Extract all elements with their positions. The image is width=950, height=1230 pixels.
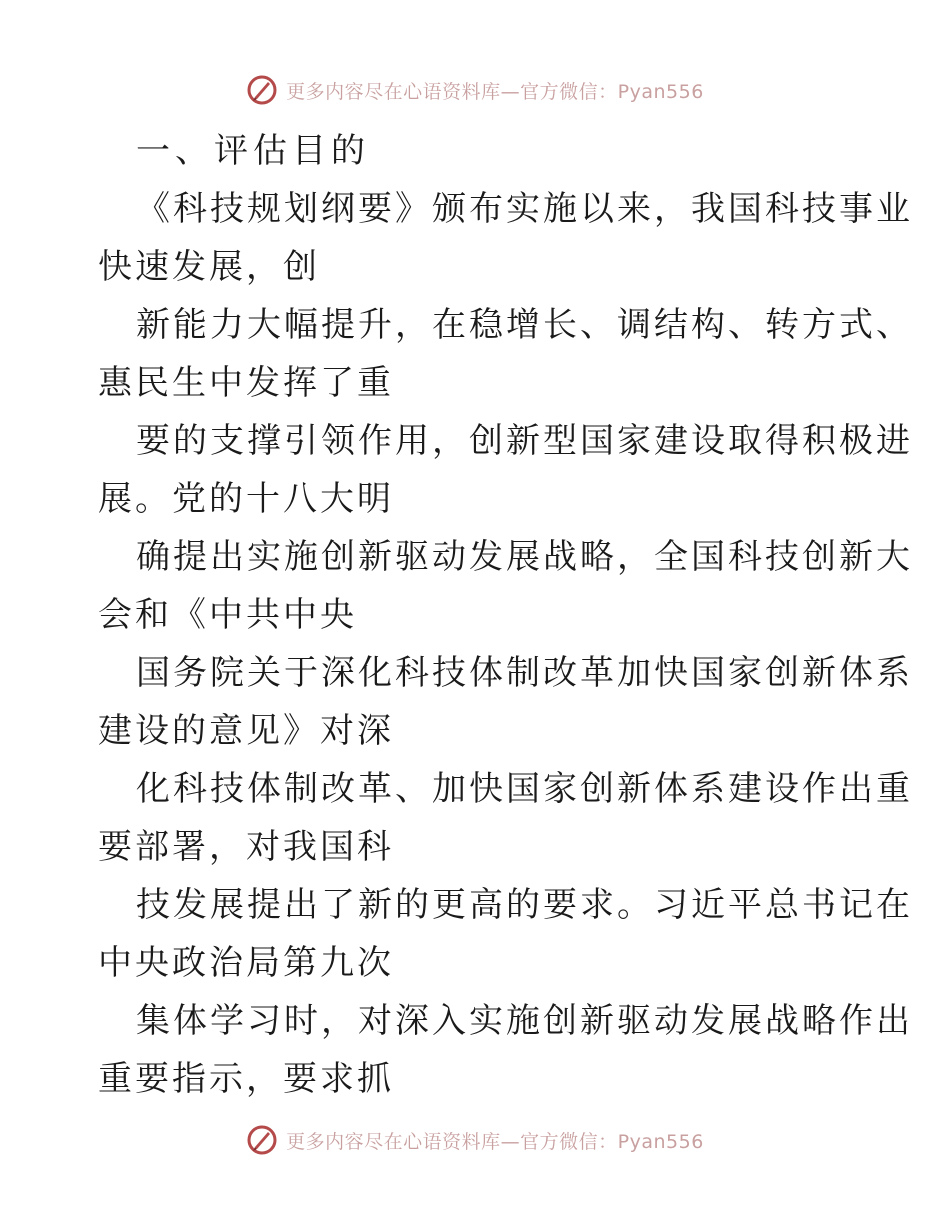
line-continuation: 重要指示，要求抓	[98, 1059, 394, 1099]
paragraph-line	[98, 412, 913, 528]
watermark-text: 更多内容尽在心语资料库—官方微信：Pyan556	[286, 1130, 704, 1153]
line-indented: 国务院关于深化科技体制改革加快国家创新体系	[136, 653, 913, 693]
paragraph-line	[98, 180, 913, 296]
watermark-header	[0, 70, 950, 110]
line-continuation: 建设的意见》对深	[98, 711, 394, 751]
line-continuation: 会和《中共中央	[98, 595, 357, 635]
document-body	[98, 122, 913, 1108]
line-indented: 技发展提出了新的更高的要求。习近平总书记在	[136, 885, 913, 925]
paragraph-line	[98, 528, 913, 644]
paragraph-line	[98, 760, 913, 876]
paragraph-line	[98, 644, 913, 760]
line-indented: 集体学习时，对深入实施创新驱动发展战略作出	[136, 1001, 913, 1041]
line-continuation: 惠民生中发挥了重	[98, 363, 394, 403]
section-heading: 一、评估目的	[136, 131, 370, 171]
line-continuation: 快速发展，创	[98, 247, 320, 287]
line-indented: 新能力大幅提升，在稳增长、调结构、转方式、	[136, 305, 913, 345]
line-indented: 《科技规划纲要》颁布实施以来，我国科技事业	[136, 189, 913, 229]
watermark-text: 更多内容尽在心语资料库—官方微信：Pyan556	[286, 80, 704, 103]
paragraph-line	[98, 992, 913, 1108]
line-indented: 化科技体制改革、加快国家创新体系建设作出重	[136, 769, 913, 809]
quill-seal-icon	[246, 1124, 278, 1156]
quill-seal-icon	[246, 74, 278, 106]
line-indented: 确提出实施创新驱动发展战略，全国科技创新大	[136, 537, 913, 577]
watermark-footer	[0, 1120, 950, 1160]
line-continuation: 中央政治局第九次	[98, 943, 394, 983]
paragraph-line	[98, 296, 913, 412]
line-indented: 要的支撑引领作用，创新型国家建设取得积极进	[136, 421, 913, 461]
line-continuation: 要部署，对我国科	[98, 827, 394, 867]
line-continuation: 展。党的十八大明	[98, 479, 394, 519]
paragraph-line	[98, 876, 913, 992]
